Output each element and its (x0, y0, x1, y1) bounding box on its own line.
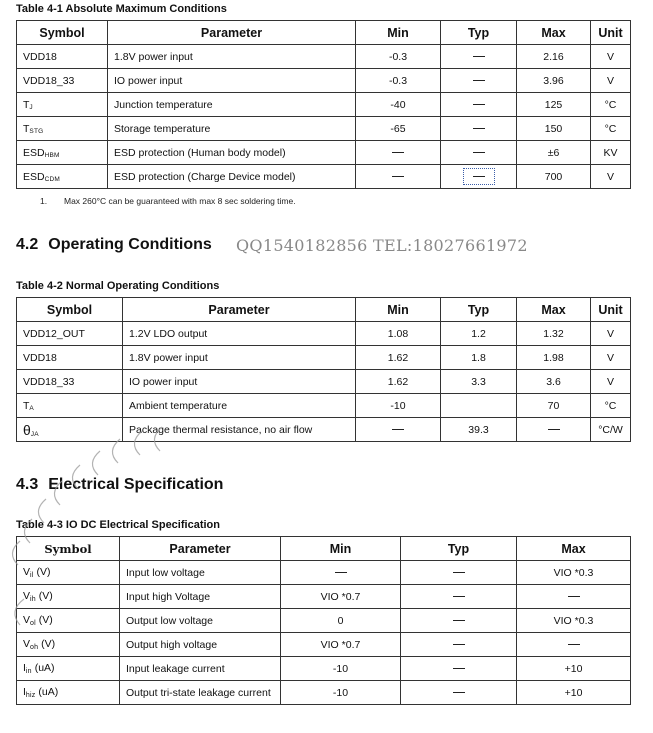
typ-cell (441, 93, 517, 117)
dash-mark (473, 56, 485, 57)
min-cell: 1.62 (356, 370, 441, 394)
dash-mark (473, 152, 485, 153)
col-max: Max (517, 21, 591, 45)
typ-cell (401, 609, 517, 633)
col-symbol: Symbol (17, 21, 108, 45)
footnote (40, 196, 296, 206)
scribble-stroke (154, 427, 162, 451)
table-row (17, 69, 631, 93)
symbol-unit: (uA) (38, 686, 59, 698)
symbol-subscript: JA (30, 430, 39, 438)
symbol-main: T (23, 399, 30, 412)
dash-mark (392, 429, 404, 430)
parameter-cell: Output high voltage (120, 633, 281, 657)
typ-cell (441, 117, 517, 141)
min-cell: -10 (281, 657, 401, 681)
footnote-number: 1. (40, 196, 48, 206)
max-cell: ±6 (517, 141, 591, 165)
unit-cell: V (591, 322, 631, 346)
table-row (17, 681, 631, 705)
typ-cell (401, 657, 517, 681)
typ-cell: 1.8 (441, 346, 517, 370)
symbol-cell (17, 165, 108, 189)
col-parameter: Parameter (108, 21, 356, 45)
typ-cell (441, 165, 517, 189)
parameter-cell: Storage temperature (108, 117, 356, 141)
symbol-subscript: in (25, 668, 32, 675)
min-cell: -10 (281, 681, 401, 705)
symbol-cell (17, 681, 120, 705)
symbol-subscript: HBM (44, 151, 60, 159)
col-parameter: Parameter (120, 537, 281, 561)
symbol-main: ESD (23, 146, 45, 159)
scribble-stroke (15, 599, 24, 625)
symbol-subscript: A (29, 404, 34, 412)
max-cell (517, 585, 631, 609)
section-number: 4.2 (16, 236, 39, 253)
scribble-stroke (134, 431, 142, 455)
unit-cell: °C/W (591, 418, 631, 442)
min-cell: 1.62 (356, 346, 441, 370)
typ-cell (441, 141, 517, 165)
symbol-main: I (23, 662, 26, 674)
parameter-cell: Output tri-state leakage current (120, 681, 281, 705)
parameter-cell: IO power input (108, 69, 356, 93)
unit-cell: V (591, 370, 631, 394)
symbol-subscript: il (30, 572, 34, 579)
max-cell (517, 633, 631, 657)
col-parameter: Parameter (123, 298, 356, 322)
parameter-cell: Output low voltage (120, 609, 281, 633)
section-title: Electrical Specification (48, 476, 224, 493)
scribble-stroke (54, 481, 62, 505)
dash-mark (568, 596, 580, 597)
min-cell: -65 (356, 117, 441, 141)
col-typ: Typ (441, 21, 517, 45)
parameter-cell: Input leakage current (120, 657, 281, 681)
dash-mark (568, 644, 580, 645)
typ-cell: 1.2 (441, 322, 517, 346)
max-cell: 70 (517, 394, 591, 418)
typ-cell (441, 45, 517, 69)
symbol-unit: (V) (38, 614, 53, 626)
max-cell: 3.96 (517, 69, 591, 93)
min-cell (356, 165, 441, 189)
selection-box[interactable] (463, 168, 495, 185)
dash-mark (335, 572, 347, 573)
max-cell: 150 (517, 117, 591, 141)
table-row (17, 322, 631, 346)
dash-mark (473, 176, 485, 177)
dash-mark (453, 572, 465, 573)
symbol-main: I (23, 686, 26, 698)
dash-mark (548, 429, 560, 430)
symbol-subscript: J (29, 103, 33, 111)
table-row (17, 45, 631, 69)
max-cell: VIO *0.3 (517, 561, 631, 585)
parameter-cell: 1.2V LDO output (123, 322, 356, 346)
max-cell: 1.32 (517, 322, 591, 346)
symbol-cell (17, 141, 108, 165)
parameter-cell: 1.8V power input (108, 45, 356, 69)
footnote-text: Max 260°C can be guaranteed with max 8 sec soldering time. (64, 196, 296, 206)
symbol-main: V (23, 638, 31, 650)
dash-mark (453, 644, 465, 645)
parameter-cell: ESD protection (Human body model) (108, 141, 356, 165)
col-symbol: Symbol (17, 537, 120, 561)
dash-mark (392, 176, 404, 177)
symbol-cell: VDD18 (17, 346, 123, 370)
parameter-cell: Package thermal resistance, no air flow (123, 418, 356, 442)
symbol-main: V (23, 590, 31, 602)
symbol-main: T (23, 98, 30, 111)
symbol-subscript: STG (29, 127, 44, 135)
typ-cell: 3.3 (441, 370, 517, 394)
max-cell: 700 (517, 165, 591, 189)
typ-cell (401, 633, 517, 657)
table-4-3-caption: Table 4-3 IO DC Electrical Specification (16, 519, 220, 531)
dash-mark (453, 692, 465, 693)
dash-mark (473, 104, 485, 105)
symbol-cell: VDD12_OUT (17, 322, 123, 346)
unit-cell: °C (591, 93, 631, 117)
symbol-subscript: ih (30, 596, 36, 603)
typ-cell: 39.3 (441, 418, 517, 442)
symbol-cell (17, 394, 123, 418)
parameter-cell: 1.8V power input (123, 346, 356, 370)
table-4-2-caption: Table 4-2 Normal Operating Conditions (16, 280, 220, 292)
symbol-subscript: oh (30, 644, 39, 651)
symbol-cell (17, 93, 108, 117)
unit-cell: V (591, 45, 631, 69)
dash-mark (453, 668, 465, 669)
symbol-cell (17, 117, 108, 141)
scribble-stroke (92, 451, 100, 475)
col-min: Min (281, 537, 401, 561)
unit-cell: °C (591, 394, 631, 418)
symbol-main: V (23, 614, 31, 626)
col-typ: Typ (401, 537, 517, 561)
table-row (17, 370, 631, 394)
symbol-unit: (V) (41, 638, 56, 650)
symbol-subscript: ol (30, 620, 36, 627)
unit-cell: KV (591, 141, 631, 165)
section-number: 4.3 (16, 476, 39, 493)
symbol-unit: (V) (38, 590, 53, 602)
typ-cell (441, 394, 517, 418)
col-symbol: Symbol (17, 298, 123, 322)
col-unit: Unit (591, 298, 631, 322)
table-header-row (17, 298, 631, 322)
typ-cell (441, 69, 517, 93)
min-cell (356, 418, 441, 442)
min-cell (356, 141, 441, 165)
symbol-main: θ (23, 421, 31, 438)
symbol-cell: VDD18_33 (17, 370, 123, 394)
max-cell: 3.6 (517, 370, 591, 394)
max-cell: 1.98 (517, 346, 591, 370)
symbol-main: ESD (23, 170, 45, 183)
col-min: Min (356, 298, 441, 322)
unit-cell: V (591, 165, 631, 189)
table-4-1-caption: Table 4-1 Absolute Maximum Conditions (16, 3, 227, 15)
contact-watermark: QQ1540182856 TEL:18027661972 (236, 236, 528, 255)
col-min: Min (356, 21, 441, 45)
table-row (17, 165, 631, 189)
col-typ: Typ (441, 298, 517, 322)
parameter-cell: Ambient temperature (123, 394, 356, 418)
section-title: Operating Conditions (48, 236, 212, 253)
max-cell: +10 (517, 681, 631, 705)
scribble-stroke (12, 541, 20, 565)
dash-mark (453, 596, 465, 597)
max-cell: VIO *0.3 (517, 609, 631, 633)
symbol-subscript: hiz (25, 692, 36, 699)
scribble-stroke (38, 499, 46, 523)
unit-cell: °C (591, 117, 631, 141)
absolute-maximum-table (16, 20, 631, 189)
symbol-unit: (uA) (34, 662, 55, 674)
table-row (17, 93, 631, 117)
dash-mark (473, 128, 485, 129)
unit-cell: V (591, 69, 631, 93)
symbol-subscript: CDM (44, 175, 60, 183)
min-cell: 0 (281, 609, 401, 633)
symbol-cell: VDD18_33 (17, 69, 108, 93)
dash-mark (473, 80, 485, 81)
max-cell (517, 418, 591, 442)
min-cell: -0.3 (356, 45, 441, 69)
typ-cell (401, 561, 517, 585)
table-row (17, 394, 631, 418)
parameter-cell: Input low voltage (120, 561, 281, 585)
unit-cell: V (591, 346, 631, 370)
max-cell: 2.16 (517, 45, 591, 69)
scribble-stroke (112, 439, 120, 463)
min-cell: 1.08 (356, 322, 441, 346)
typ-cell (401, 681, 517, 705)
symbol-unit: (V) (36, 566, 51, 578)
table-row (17, 117, 631, 141)
min-cell: -0.3 (356, 69, 441, 93)
scribble-stroke (72, 465, 80, 489)
typ-cell (401, 585, 517, 609)
dash-mark (453, 620, 465, 621)
table-header-row (17, 21, 631, 45)
parameter-cell: Input high Voltage (120, 585, 281, 609)
parameter-cell: IO power input (123, 370, 356, 394)
min-cell: VIO *0.7 (281, 633, 401, 657)
min-cell (281, 561, 401, 585)
scribble-watermark (0, 415, 200, 665)
max-cell: +10 (517, 657, 631, 681)
min-cell: VIO *0.7 (281, 585, 401, 609)
symbol-cell: VDD18 (17, 45, 108, 69)
symbol-main: V (23, 566, 31, 578)
col-unit: Unit (591, 21, 631, 45)
parameter-cell: Junction temperature (108, 93, 356, 117)
section-heading-4-2 (16, 236, 212, 254)
min-cell: -10 (356, 394, 441, 418)
col-max: Max (517, 298, 591, 322)
min-cell: -40 (356, 93, 441, 117)
dash-mark (392, 152, 404, 153)
scribble-stroke (24, 519, 32, 543)
col-max: Max (517, 537, 631, 561)
table-row (17, 141, 631, 165)
max-cell: 125 (517, 93, 591, 117)
table-row (17, 346, 631, 370)
parameter-cell: ESD protection (Charge Device model) (108, 165, 356, 189)
symbol-main: T (23, 122, 30, 135)
